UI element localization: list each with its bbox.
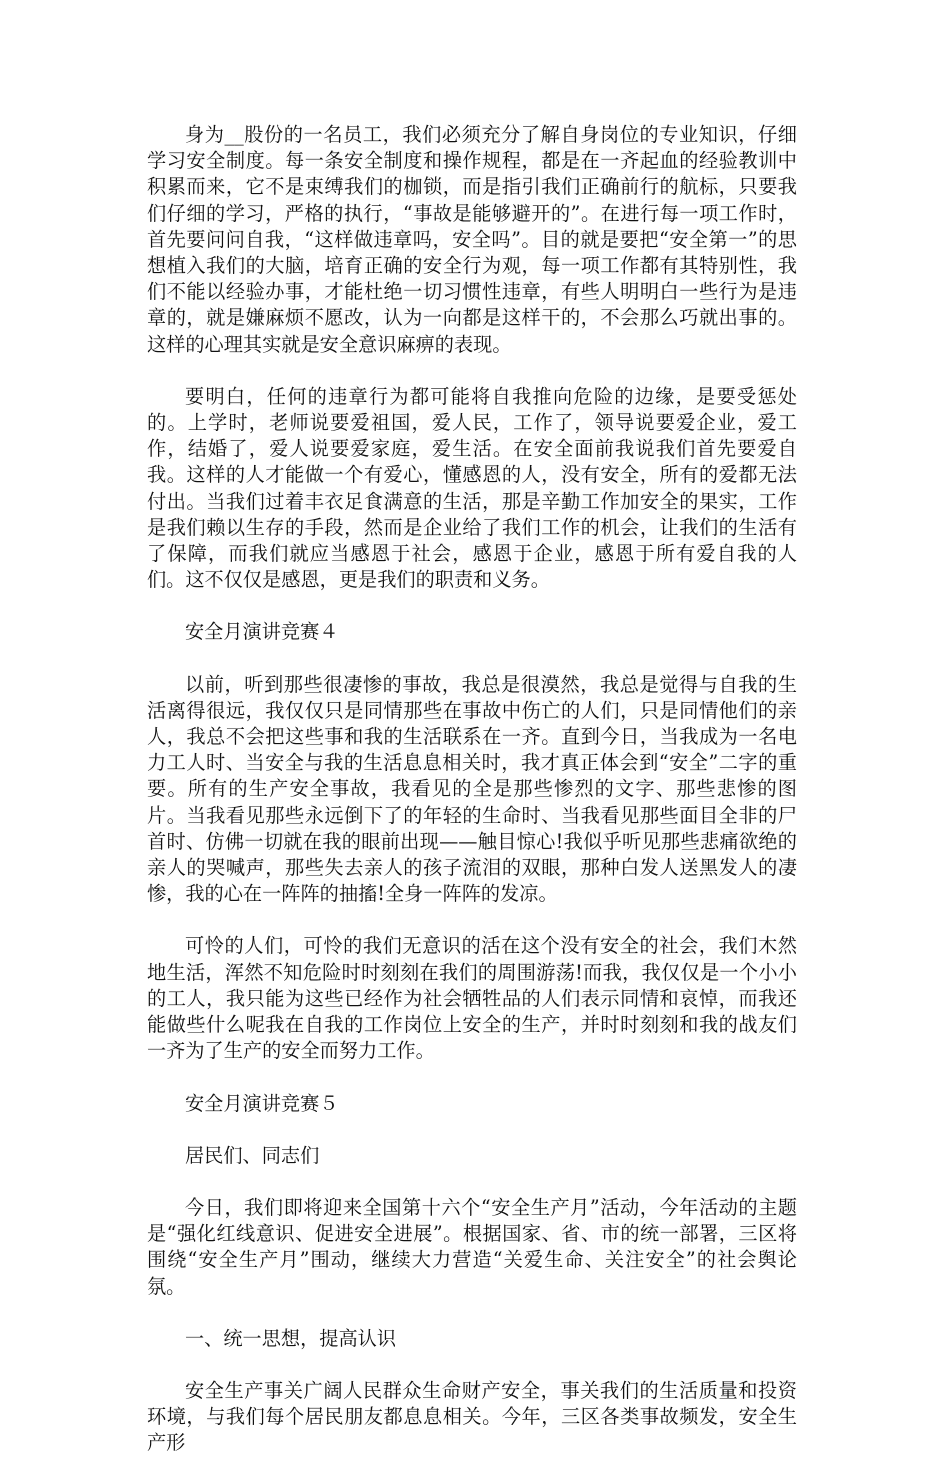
paragraph-love-yourself: 要明白，任何的违章行为都可能将自我推向危险的边缘，是要受惩处的。上学时，老师说要爱祖国，爱人民，工作了，领导说要爱企业，爱工作，结婚了，爱人说要爱家庭，爱生活。在安全面前我说我们首先要爱自我。这样的人才能做一个有爱心，懂感恩的人，没有安全，所有的爱都无法付出。当我们过着丰衣足食满意的生活，那是辛勤工作加安全的果实，工作是我们赖以生存的手段，然而是企业给了我们工作的机会，让我们的生活有了保障，而我们就应当感恩于社会，感恩于企业，感恩于所有爱自我的人们。这不仅仅是感恩，更是我们的职责和义务。 bbox=[147, 384, 797, 592]
paragraph-pitiful-people: 可怜的人们，可怜的我们无意识的活在这个没有安全的社会，我们木然地生活，浑然不知危险时时刻刻在我们的周围游荡!而我，我仅仅是一个小小的工人，我只能为这些已经作为社会牺牲品的人们表示同情和哀悼，而我还能做些什么呢我在自我的工作岗位上安全的生产，并时时刻刻和我的战友们一齐为了生产的安全而努力工作。 bbox=[147, 934, 797, 1063]
salutation: 居民们、同志们 bbox=[185, 1143, 320, 1167]
section-heading-speech-5: 安全月演讲竞赛５ bbox=[185, 1091, 339, 1115]
paragraph-past-accidents: 以前，听到那些很凄惨的事故，我总是很漠然，我总是觉得与自我的生活离得很远，我仅仅只是同情那些在事故中伤亡的人们，只是同情他们的亲人，我总不会把这些事和我的生活联系在一齐。直到今日，当我成为一名电力工人时、当安全与我的生活息息相关时，我才真正体会到“安全”二字的重要。所有的生产安全事故，我看见的全是那些惨烈的文字、那些悲惨的图片。当我看见那些永远倒下了的年轻的生命时、当我看见那些面目全非的尸首时、仿佛一切就在我的眼前出现——触目惊心!我似乎听见那些悲痛欲绝的亲人的哭喊声，那些失去亲人的孩子流泪的双眼，那种白发人送黑发人的凄惨，我的心在一阵阵的抽搐!全身一阵阵的发凉。 bbox=[147, 672, 797, 906]
paragraph-safety-month: 今日，我们即将迎来全国第十六个“安全生产月”活动，今年活动的主题是“强化红线意识、促进安全进展”。根据国家、省、市的统一部署，三区将围绕“安全生产月”围动，继续大力营造“关爱生命、关注安全”的社会舆论氛。 bbox=[147, 1195, 797, 1298]
section-heading-speech-4: 安全月演讲竞赛４ bbox=[185, 620, 339, 644]
paragraph-self-awareness: 身为__股份的一名员工，我们必须充分了解自身岗位的专业知识，仔细学习安全制度。每一条安全制度和操作规程，都是在一齐起血的经验教训中积累而来，它不是束缚我们的枷锁，而是指引我们正确前行的航标，只要我们仔细的学习，严格的执行，“事故是能够避开的”。在进行每一项工作时，首先要问问自我，“这样做违章吗，安全吗”。目的就是要把“安全第一”的思想植入我们的大脑，培育正确的安全行为观，每一项工作都有其特别性，我们不能以经验办事，才能杜绝一切习惯性违章，有些人明明白一些行为是违章的，就是嫌麻烦不愿改，认为一向都是这样干的，不会那么巧就出事的。这样的心理其实就是安全意识麻痹的表现。 bbox=[147, 123, 797, 356]
section-heading-unify-thinking: 一、统一思想，提高认识 bbox=[185, 1326, 397, 1350]
document-body bbox=[147, 122, 797, 1483]
paragraph-production-safety: 安全生产事关广阔人民群众生命财产安全，事关我们的生活质量和投资环境，与我们每个居民朋友都息息相关。今年，三区各类事故频发，安全生产形 bbox=[147, 1378, 797, 1455]
